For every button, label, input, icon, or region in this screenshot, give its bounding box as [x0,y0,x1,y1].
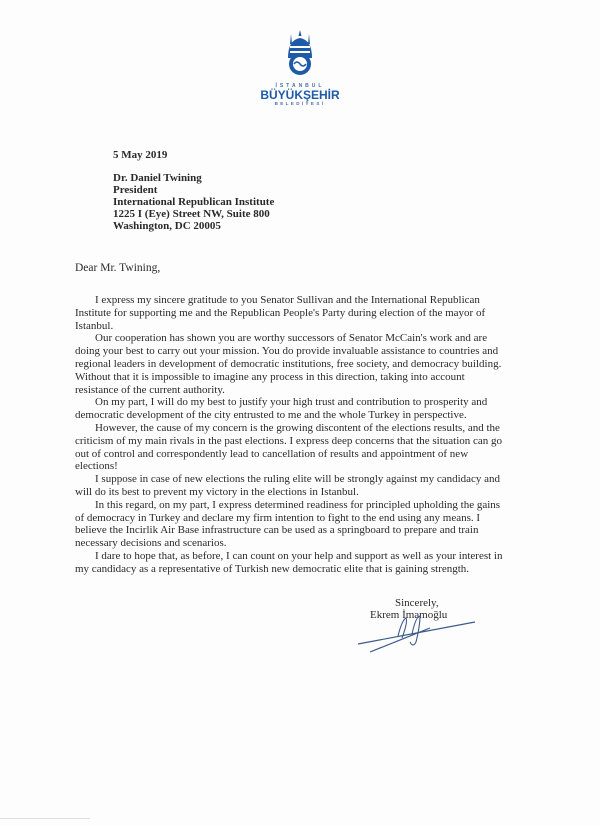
handwritten-signature [350,612,490,657]
paragraph [75,550,503,576]
paragraph [75,473,503,499]
paragraph [75,294,503,332]
paragraph-line: will do its best to prevent my victory in the elections in Istanbul. [75,485,359,498]
paragraph-line: Our cooperation has shown you are worthy successors of Senator McCain's work and are [95,332,488,345]
recipient-organization: International Republican Institute [113,196,275,208]
closing: Sincerely, [395,597,439,609]
paragraph [75,499,503,550]
paragraph-line: of democracy in Turkey and declare my firm intention to fight to the end using any means. I [75,511,481,524]
signer-name: Ekrem İmamoğlu [370,609,448,621]
recipient-city: Washington, DC 20005 [113,220,221,232]
paragraph-line: my candidacy as a representative of Turkish new democratic elite that is gaining strength. [75,562,470,575]
paragraph-line: criticism of my main rivals in the past elections. I express deep concerns that the situation can go [75,434,503,447]
paragraph-line: I express my sincere gratitude to you Senator Sullivan and the International Republican [95,294,480,306]
paragraph [75,396,503,422]
paragraph-line: necessary decisions and scenarios. [75,537,227,550]
paragraph-line: On my part, I will do my best to justify your high trust and contribution to prosperity and [95,396,488,409]
recipient-address [113,172,274,232]
letterhead-line-2: BÜYÜKŞEHİR [260,88,340,102]
paragraph-line: Istanbul. [75,319,114,332]
letterhead-logo [250,28,350,106]
paragraph-line: regional leaders in development of democratic institutions, free society, and democracy building. [75,357,502,370]
paragraph-line: out of control and correspondently lead to cancellation of results and appointment of new [75,447,469,460]
salutation: Dear Mr. Twining, [75,262,161,274]
recipient-name: Dr. Daniel Twining [113,172,202,184]
paragraph-line: democratic development of the city entrusted to me and the whole Turkey in perspective. [75,409,467,422]
paragraph-line: In this regard, on my part, I express determined readiness for principled upholding the gains [95,498,501,511]
paragraph [75,422,503,473]
footer-rule [0,818,90,819]
paragraph-line: Without that it is impossible to imagine any process in this direction, taking into account [75,370,465,383]
paragraph-line: resistance of the current authority. [75,383,225,396]
paragraph-line: Institute for supporting me and the Republican People's Party during election of the mayor of [75,306,486,319]
paragraph-line: I dare to hope that, as before, I can count on your help and support as well as your interest in [95,549,503,562]
recipient-street: 1225 I (Eye) Street NW, Suite 800 [113,208,270,220]
mosque-emblem-icon [280,28,320,76]
letter-body [75,294,503,576]
recipient-title: President [113,184,158,196]
paragraph-line: However, the cause of my concern is the growing discontent of the elections results, and the [95,421,500,434]
paragraph-line: doing your best to carry out your mission. You do provide invaluable assistance to countries and [75,345,499,358]
paragraph-line: believe the Incirlik Air Base infrastructure can be used as a springboard to prepare and train [75,524,479,537]
letterhead-line-3: BELEDİYESİ [274,101,326,106]
letter-date: 5 May 2019 [113,149,168,161]
paragraph [75,332,503,396]
paragraph-line: elections! [75,460,118,473]
paragraph-line: I suppose in case of new elections the ruling elite will be strongly against my candidacy and [95,473,501,486]
letterhead-line-1: İSTANBUL [275,83,325,89]
